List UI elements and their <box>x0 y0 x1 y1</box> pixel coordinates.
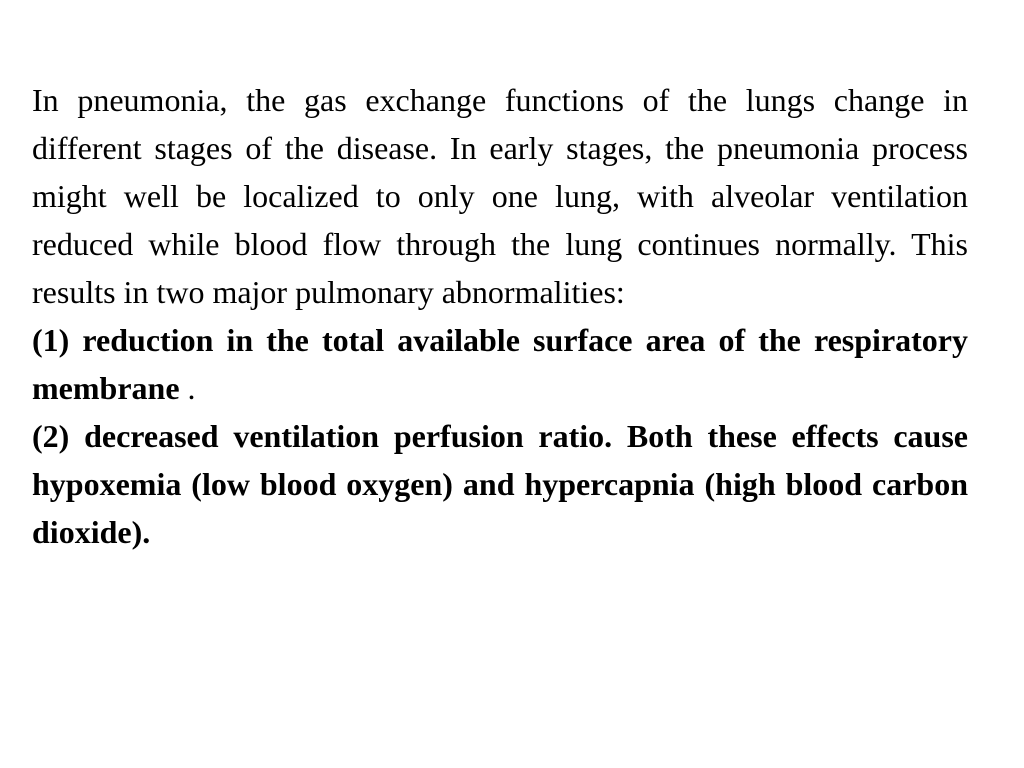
point-one-paragraph <box>32 316 968 412</box>
point-one-suffix: . <box>179 370 196 406</box>
intro-paragraph: In pneumonia, the gas exchange functions of the lungs change in different stages of the disease. In early stages, the pneumonia process might well be localized to only one lung, with alveolar ventilation reduced while blood flow through the lung continues normally. This results in two major pulmonary abnormalities: <box>32 82 968 310</box>
point-one-text: (1) reduction in the total available surface area of the respiratory membrane <box>32 322 968 406</box>
point-two-paragraph: (2) decreased ventilation perfusion ratio. Both these effects cause hypoxemia (low blood oxygen) and hypercapnia (high blood carbon dioxide). <box>32 418 968 550</box>
slide-body <box>32 76 968 556</box>
